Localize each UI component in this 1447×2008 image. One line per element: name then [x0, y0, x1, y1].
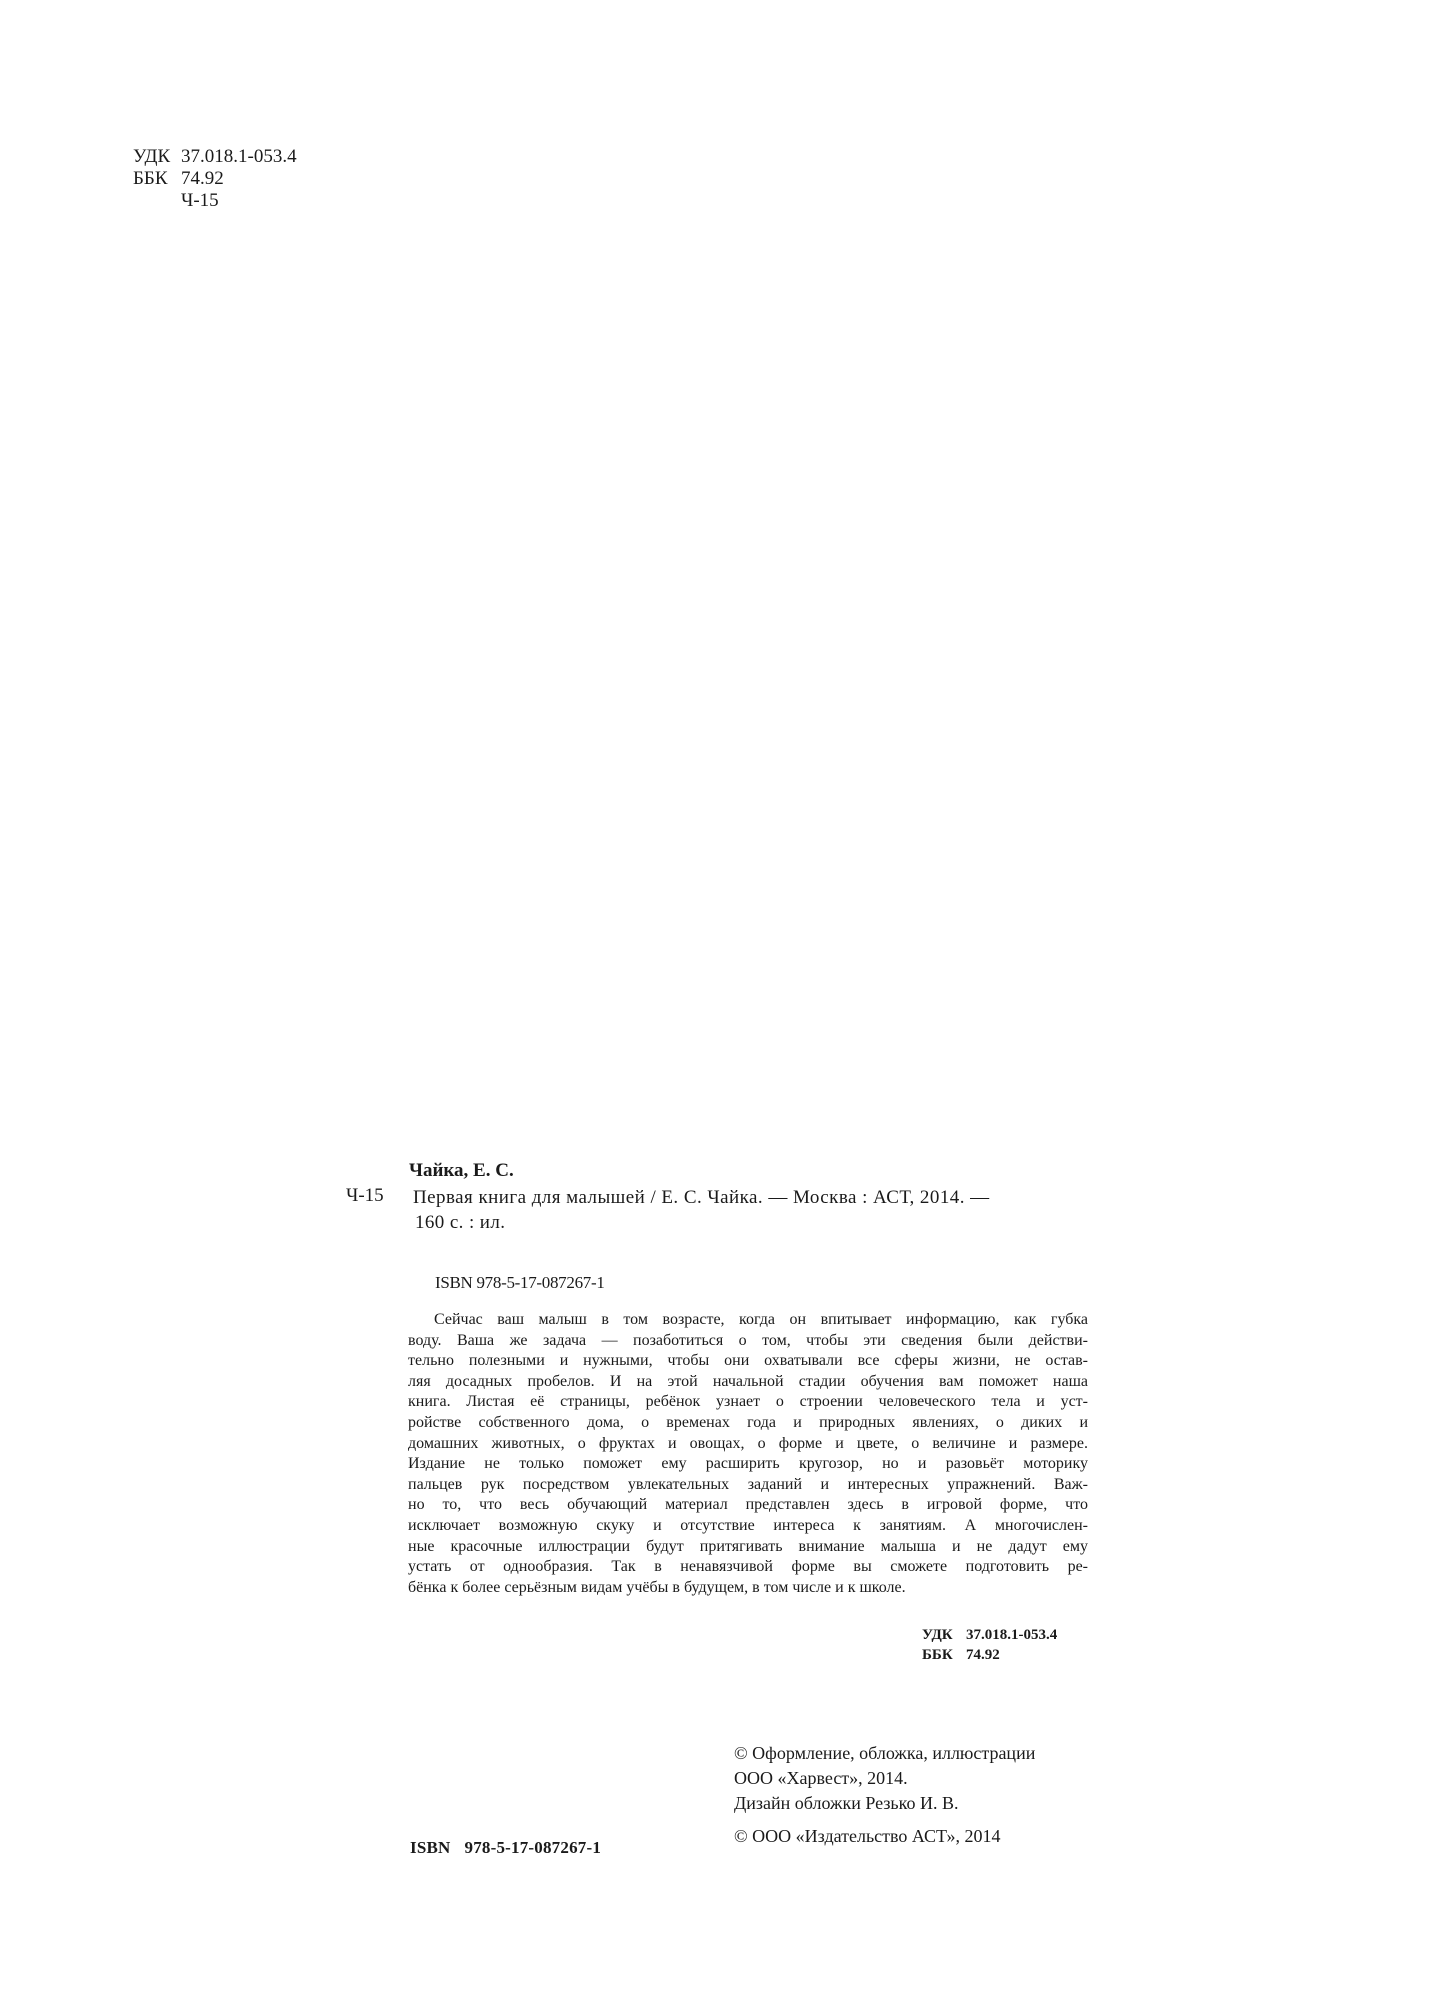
annotation-line: книга. Листая её страницы, ребёнок узнает о строении человеческого тела и уст-: [408, 1393, 1088, 1411]
annotation-line: домашних животных, о фруктах и овощах, о форме и цвете, о величине и размере.: [408, 1434, 1088, 1452]
bibliographic-description: [413, 1185, 1089, 1235]
description-line-1: Первая книга для малышей / Е. С. Чайка. — Москва : АСТ, 2014. —: [413, 1187, 990, 1208]
description-line-2: 160 с. : ил.: [415, 1212, 506, 1233]
copyright-line-1: © Оформление, обложка, иллюстрации: [734, 1743, 1036, 1763]
copyright-line-4: © ООО «Издательство АСТ», 2014: [734, 1826, 1001, 1846]
top-bbk-label: ББК: [133, 168, 168, 189]
isbn-bottom: [410, 1838, 601, 1858]
top-classification: [133, 146, 297, 212]
annotation-line: воду. Ваша же задача — позаботиться о том, чтобы эти сведения были действи-: [408, 1331, 1088, 1349]
bottom-udk-value: 37.018.1-053.4: [966, 1627, 1058, 1643]
top-udk-row: [133, 146, 297, 168]
copyright-line-2: ООО «Харвест», 2014.: [734, 1768, 908, 1788]
top-author-sign: [133, 190, 297, 212]
annotation-line: ные красочные иллюстрации будут притягивать внимание малыша и не дадут ему: [408, 1537, 1088, 1555]
bottom-bbk-value: 74.92: [966, 1647, 1000, 1663]
annotation-line: тельно полезными и нужными, чтобы они охватывали все сферы жизни, не остав-: [408, 1352, 1088, 1370]
author-heading: Чайка, Е. С.: [409, 1160, 514, 1181]
annotation-line: ройстве собственного дома, о временах года и природных явлениях, о диких и: [408, 1413, 1088, 1431]
annotation-line: Сейчас ваш малыш в том возрасте, когда он впитывает информацию, как губка: [434, 1311, 1088, 1328]
bottom-bbk-row: [922, 1645, 1057, 1665]
top-bbk-value: 74.92: [181, 168, 224, 189]
bottom-bbk-label: ББК: [922, 1647, 953, 1663]
annotation-line: устать от однообразия. Так в ненавязчивой форме вы сможете подготовить ре-: [408, 1558, 1088, 1576]
annotation-line: Издание не только поможет ему расширить кругозор, но и разовьёт моторику: [408, 1455, 1088, 1473]
isbn-bottom-value: 978-5-17-087267-1: [464, 1838, 602, 1857]
isbn-bottom-label: ISBN: [410, 1838, 451, 1857]
top-author-sign-text: Ч-15: [181, 190, 219, 211]
annotation-line: пальцев рук посредством увлекательных заданий и интересных упражнений. Важ-: [408, 1475, 1088, 1493]
top-udk-label: УДК: [133, 146, 171, 167]
author-sign: Ч-15: [346, 1185, 384, 1206]
annotation-paragraph: [408, 1310, 1088, 1598]
top-bbk-row: [133, 168, 297, 190]
bottom-classification: [922, 1625, 1057, 1665]
copyright-line-3: Дизайн обложки Резько И. В.: [734, 1793, 959, 1813]
bottom-udk-label: УДК: [922, 1627, 953, 1643]
annotation-line: исключает возможную скуку и отсутствие интереса к занятиям. А многочислен-: [408, 1516, 1088, 1534]
copyright-block: [734, 1741, 1035, 1849]
annotation-line: но то, что весь обучающий материал представлен здесь в игровой форме, что: [408, 1496, 1088, 1514]
annotation-line: бёнка к более серьёзным видам учёбы в будущем, в том числе и к школе.: [408, 1578, 906, 1596]
bottom-udk-row: [922, 1625, 1057, 1645]
annotation-line: ляя досадных пробелов. И на этой начальной стадии обучения вам поможет наша: [408, 1372, 1088, 1390]
top-udk-value: 37.018.1-053.4: [181, 146, 297, 167]
record-isbn: ISBN 978-5-17-087267-1: [435, 1273, 605, 1292]
